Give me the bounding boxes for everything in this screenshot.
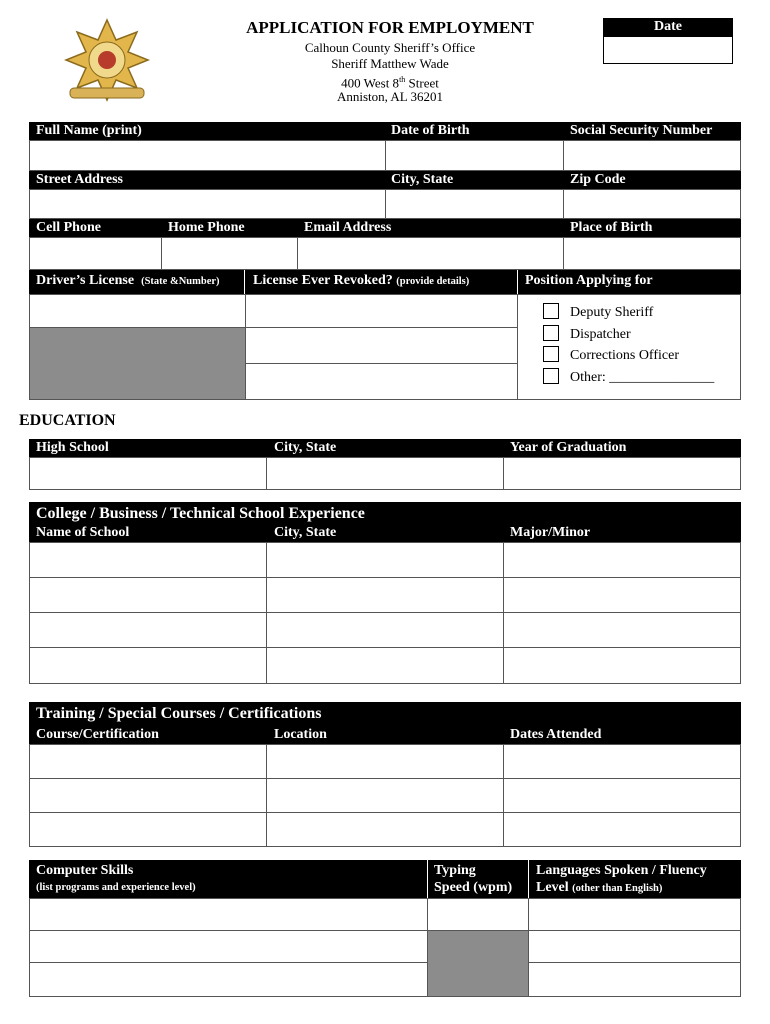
college-row-2-col-1[interactable] bbox=[29, 577, 267, 613]
skills-header bbox=[29, 860, 741, 898]
training-row-2-col-2[interactable] bbox=[266, 778, 504, 813]
full-name-field[interactable] bbox=[29, 140, 386, 171]
full-name-label: Full Name (print) bbox=[36, 123, 142, 138]
college-header bbox=[29, 502, 741, 542]
languages-label: Languages Spoken / Fluency bbox=[536, 863, 707, 878]
contact-row-header bbox=[29, 219, 741, 237]
graduation-year-label: Year of Graduation bbox=[510, 440, 627, 455]
typing-speed-field[interactable] bbox=[427, 898, 529, 931]
college-row-1-col-1[interactable] bbox=[29, 542, 267, 578]
place-of-birth-field[interactable] bbox=[563, 237, 741, 270]
major-minor-label: Major/Minor bbox=[510, 525, 591, 540]
college-row-1-col-3[interactable] bbox=[503, 542, 741, 578]
drivers-license-field[interactable] bbox=[29, 294, 246, 328]
dob-label: Date of Birth bbox=[391, 123, 470, 138]
dates-attended-label: Dates Attended bbox=[510, 727, 602, 742]
deputy-sheriff-checkbox[interactable] bbox=[543, 303, 559, 319]
training-row-1-col-1[interactable] bbox=[29, 744, 267, 779]
college-row-4-col-1[interactable] bbox=[29, 647, 267, 684]
computer-skills-field-3[interactable] bbox=[29, 962, 428, 997]
office-city: Anniston, AL 36201 bbox=[336, 89, 444, 104]
dob-field[interactable] bbox=[385, 140, 564, 171]
corrections-officer-option: Corrections Officer bbox=[570, 348, 679, 363]
name-row-header bbox=[29, 122, 741, 140]
languages-field-3[interactable] bbox=[528, 962, 741, 997]
training-row-3-col-1[interactable] bbox=[29, 812, 267, 847]
revoked-details-field-2[interactable] bbox=[245, 327, 518, 364]
course-label: Course/Certification bbox=[36, 727, 159, 742]
other-checkbox[interactable] bbox=[543, 368, 559, 384]
college-city-state-label: City, State bbox=[274, 525, 337, 540]
office-name: Calhoun County Sheriff’s Office bbox=[304, 40, 476, 55]
typing-speed-label: Speed (wpm) bbox=[434, 880, 513, 895]
license-gray-area bbox=[29, 327, 246, 400]
hs-city-state-label: City, State bbox=[274, 440, 337, 455]
training-header bbox=[29, 702, 741, 744]
location-label: Location bbox=[274, 727, 327, 742]
education-heading: EDUCATION bbox=[19, 412, 116, 429]
street-field[interactable] bbox=[29, 189, 386, 219]
dispatcher-checkbox[interactable] bbox=[543, 325, 559, 341]
revoked-details-field-1[interactable] bbox=[245, 294, 518, 328]
training-row-1-col-2[interactable] bbox=[266, 744, 504, 779]
email-label: Email Address bbox=[304, 220, 392, 235]
other-option[interactable]: Other: _______________ bbox=[570, 370, 715, 385]
college-title: College / Business / Technical School Experience bbox=[36, 505, 365, 522]
street-label: Street Address bbox=[36, 172, 123, 187]
city-state-label: City, State bbox=[391, 172, 454, 187]
computer-skills-field-2[interactable] bbox=[29, 930, 428, 963]
place-of-birth-label: Place of Birth bbox=[570, 220, 653, 235]
deputy-sheriff-option: Deputy Sheriff bbox=[570, 305, 654, 320]
hs-city-state-field[interactable] bbox=[266, 457, 504, 490]
typing-label: Typing bbox=[434, 863, 476, 878]
college-row-4-col-2[interactable] bbox=[266, 647, 504, 684]
high-school-label: High School bbox=[36, 440, 109, 455]
ssn-field[interactable] bbox=[563, 140, 741, 171]
computer-skills-note: (list programs and experience level) bbox=[36, 882, 196, 893]
college-row-3-col-2[interactable] bbox=[266, 612, 504, 648]
sheriff-star-badge-icon bbox=[62, 18, 152, 104]
typing-gray-area bbox=[427, 930, 529, 997]
training-row-2-col-3[interactable] bbox=[503, 778, 741, 813]
home-phone-field[interactable] bbox=[161, 237, 298, 270]
corrections-officer-checkbox[interactable] bbox=[543, 346, 559, 362]
zip-label: Zip Code bbox=[570, 172, 626, 187]
college-row-1-col-2[interactable] bbox=[266, 542, 504, 578]
college-row-4-col-3[interactable] bbox=[503, 647, 741, 684]
date-label: Date bbox=[603, 18, 733, 36]
graduation-year-field[interactable] bbox=[503, 457, 741, 490]
fluency-level-label: Level (other than English) bbox=[536, 880, 663, 895]
email-field[interactable] bbox=[297, 237, 564, 270]
school-name-label: Name of School bbox=[36, 525, 130, 540]
languages-field-1[interactable] bbox=[528, 898, 741, 931]
license-row-header bbox=[29, 270, 741, 294]
position-label: Position Applying for bbox=[525, 273, 653, 288]
high-school-header bbox=[29, 439, 741, 457]
training-row-3-col-2[interactable] bbox=[266, 812, 504, 847]
dispatcher-option: Dispatcher bbox=[570, 327, 631, 342]
office-street: 400 West 8th Street bbox=[341, 75, 439, 91]
address-row-header bbox=[29, 171, 741, 189]
cell-phone-label: Cell Phone bbox=[36, 220, 101, 235]
license-revoked-label: License Ever Revoked? (provide details) bbox=[253, 273, 470, 288]
drivers-license-label: Driver’s License (State &Number) bbox=[36, 273, 220, 288]
training-row-1-col-3[interactable] bbox=[503, 744, 741, 779]
training-row-3-col-3[interactable] bbox=[503, 812, 741, 847]
home-phone-label: Home Phone bbox=[168, 220, 245, 235]
cell-phone-field[interactable] bbox=[29, 237, 162, 270]
college-row-2-col-2[interactable] bbox=[266, 577, 504, 613]
training-row-2-col-1[interactable] bbox=[29, 778, 267, 813]
date-field[interactable] bbox=[603, 36, 733, 64]
ssn-label: Social Security Number bbox=[570, 123, 713, 138]
city-state-field[interactable] bbox=[385, 189, 564, 219]
sheriff-name: Sheriff Matthew Wade bbox=[331, 56, 449, 71]
training-title: Training / Special Courses / Certifications bbox=[36, 705, 322, 722]
form-title: APPLICATION FOR EMPLOYMENT bbox=[246, 18, 534, 37]
languages-field-2[interactable] bbox=[528, 930, 741, 963]
revoked-details-field-3[interactable] bbox=[245, 363, 518, 400]
computer-skills-field-1[interactable] bbox=[29, 898, 428, 931]
college-row-2-col-3[interactable] bbox=[503, 577, 741, 613]
high-school-field[interactable] bbox=[29, 457, 267, 490]
college-row-3-col-1[interactable] bbox=[29, 612, 267, 648]
computer-skills-label: Computer Skills bbox=[36, 863, 134, 878]
college-row-3-col-3[interactable] bbox=[503, 612, 741, 648]
zip-field[interactable] bbox=[563, 189, 741, 219]
